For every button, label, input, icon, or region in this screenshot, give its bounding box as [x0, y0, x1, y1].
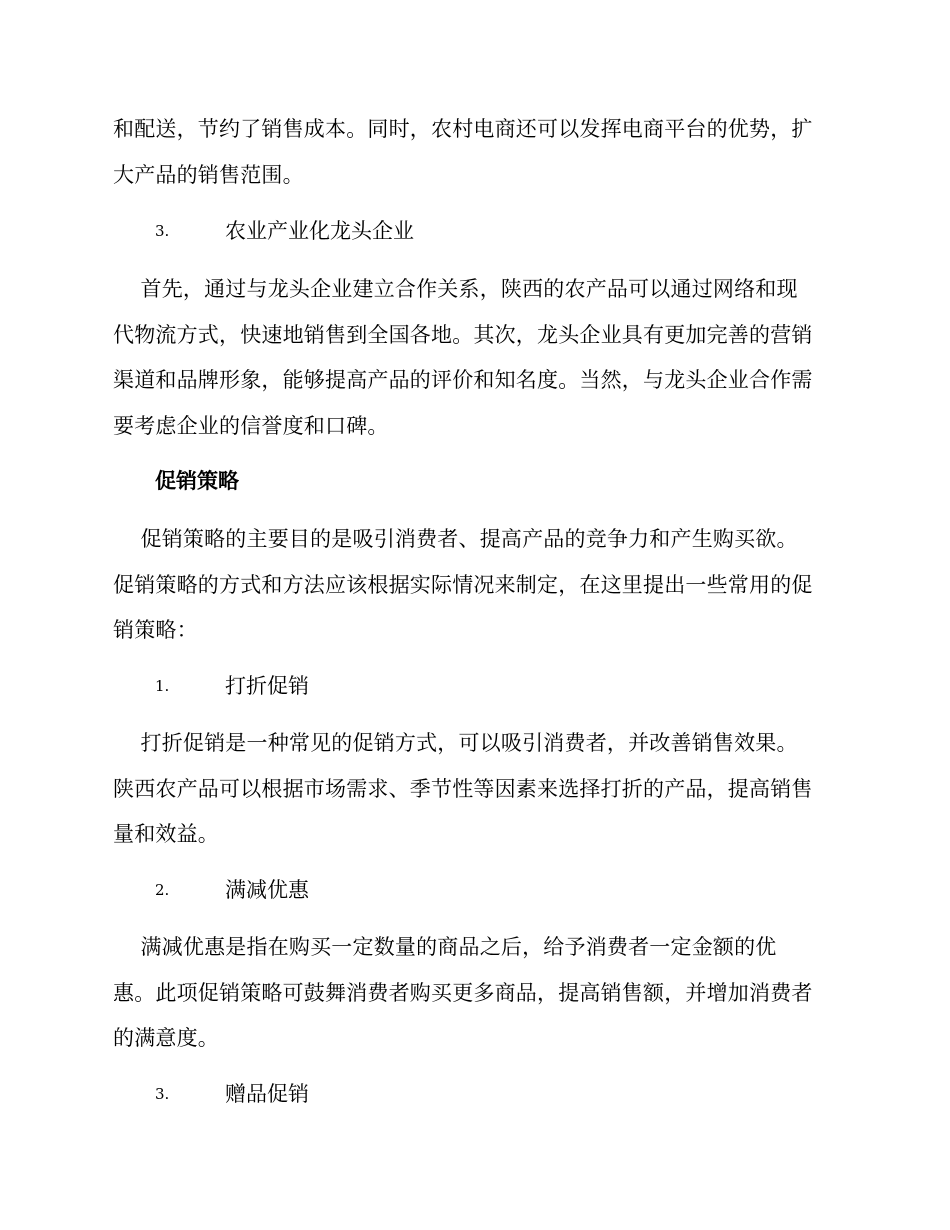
list-label: 赠品促销	[225, 1082, 309, 1106]
list-number: 1.	[155, 677, 170, 695]
list-label: 农业产业化龙头企业	[225, 219, 414, 243]
list-item-full-reduction	[155, 875, 755, 905]
paragraph-channels-continued: 和配送，节约了销售成本。同时，农村电商还可以发挥电商平台的优势，扩 大产品的销售范围。	[113, 117, 813, 187]
list-label: 满减优惠	[225, 878, 309, 902]
list-number: 2.	[155, 881, 170, 899]
paragraph-full-reduction: 满减优惠是指在购买一定数量的商品之后，给予消费者一定金额的优 惠。此项促销策略可鼓舞消费者购买更多商品，提高销售额，并增加消费者 的满意度。	[113, 935, 813, 1050]
list-number: 3.	[155, 222, 170, 240]
paragraph-promotion-intro: 促销策略的主要目的是吸引消费者、提高产品的竞争力和产生购买欲。 促销策略的方式和方法应该根据实际情况来制定，在这里提出一些常用的促 销策略：	[113, 527, 813, 642]
section-heading-promotion: 促销策略	[155, 469, 239, 493]
paragraph-discount: 打折促销是一种常见的促销方式，可以吸引消费者，并改善销售效果。 陕西农产品可以根据市场需求、季节性等因素来选择打折的产品，提高销售 量和效益。	[113, 731, 813, 846]
list-number: 3.	[155, 1085, 170, 1103]
list-item-discount	[155, 671, 755, 701]
list-item-leading-enterprise	[155, 216, 755, 246]
list-label: 打折促销	[225, 674, 309, 698]
list-item-gift	[155, 1079, 755, 1109]
paragraph-leading-enterprises: 首先，通过与龙头企业建立合作关系，陕西的农产品可以通过网络和现 代物流方式，快速地销售到全国各地。其次，龙头企业具有更加完善的营销 渠道和品牌形象，能够提高产品的评价和知名度。当然，与龙头企业合作需 要考虑企业的信誉度和口碑。	[113, 277, 813, 438]
